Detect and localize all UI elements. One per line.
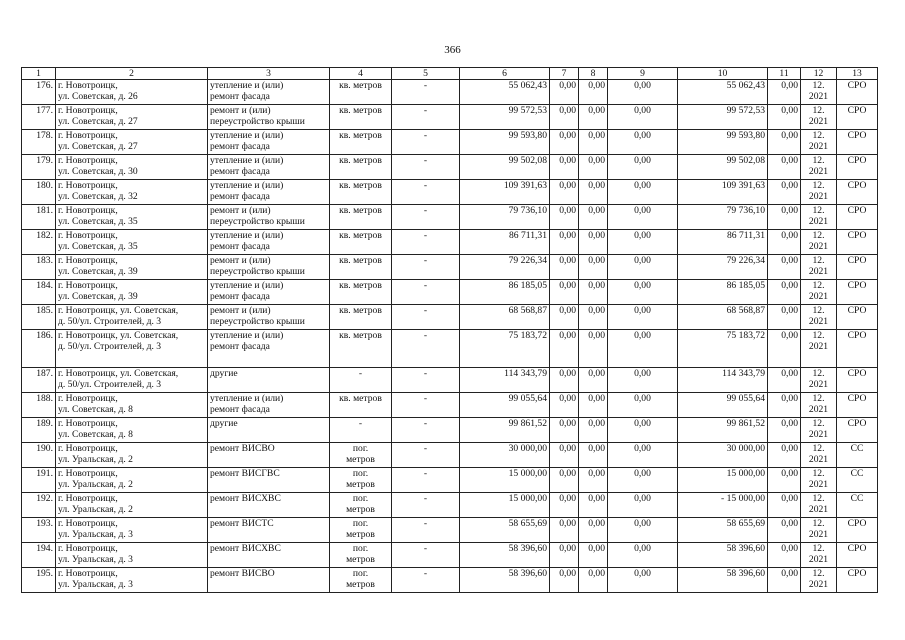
row-number: 193.	[22, 518, 56, 543]
date-cell: 12. 2021	[801, 418, 837, 443]
col7-cell: 0,00	[550, 518, 579, 543]
table-row	[22, 568, 878, 593]
row-number: 195.	[22, 568, 56, 593]
col8-cell: 0,00	[579, 468, 608, 493]
unit-cell: пог. метров	[330, 518, 392, 543]
unit-cell: кв. метров	[330, 205, 392, 230]
col11-cell: 0,00	[768, 368, 801, 393]
cost-cell: 75 183,72	[460, 330, 550, 368]
column-header-9: 9	[608, 68, 678, 80]
col8-cell: 0,00	[579, 155, 608, 180]
page-number: 366	[444, 44, 461, 56]
col9-cell: 0,00	[608, 568, 678, 593]
address-cell: г. Новотроицк, ул. Уральская, д. 2	[56, 468, 208, 493]
total-cost-cell: 15 000,00	[678, 468, 768, 493]
table-row	[22, 468, 878, 493]
contractor-cell: СРО	[837, 230, 878, 255]
address-cell: г. Новотроицк, ул. Советская, д. 39	[56, 280, 208, 305]
col11-cell: 0,00	[768, 280, 801, 305]
col8-cell: 0,00	[579, 180, 608, 205]
col9-cell: 0,00	[608, 368, 678, 393]
col9-cell: 0,00	[608, 330, 678, 368]
col11-cell: 0,00	[768, 255, 801, 280]
col5-cell: -	[392, 418, 460, 443]
col9-cell: 0,00	[608, 418, 678, 443]
cost-cell: 99 572,53	[460, 105, 550, 130]
table-row	[22, 330, 878, 368]
col11-cell: 0,00	[768, 468, 801, 493]
col9-cell: 0,00	[608, 493, 678, 518]
col8-cell: 0,00	[579, 568, 608, 593]
total-cost-cell: - 15 000,00	[678, 493, 768, 518]
row-number: 183.	[22, 255, 56, 280]
col11-cell: 0,00	[768, 418, 801, 443]
col5-cell: -	[392, 543, 460, 568]
table-row	[22, 393, 878, 418]
cost-cell: 99 055,64	[460, 393, 550, 418]
table-row	[22, 418, 878, 443]
col8-cell: 0,00	[579, 393, 608, 418]
date-cell: 12. 2021	[801, 518, 837, 543]
address-cell: г. Новотроицк, ул. Уральская, д. 2	[56, 443, 208, 468]
work-type-cell: утепление и (или) ремонт фасада	[208, 393, 330, 418]
col5-cell: -	[392, 255, 460, 280]
work-type-cell: утепление и (или) ремонт фасада	[208, 80, 330, 105]
total-cost-cell: 58 396,60	[678, 568, 768, 593]
column-header-8: 8	[579, 68, 608, 80]
total-cost-cell: 58 396,60	[678, 543, 768, 568]
cost-cell: 99 502,08	[460, 155, 550, 180]
col11-cell: 0,00	[768, 130, 801, 155]
row-number: 192.	[22, 493, 56, 518]
row-number: 182.	[22, 230, 56, 255]
col7-cell: 0,00	[550, 418, 579, 443]
col11-cell: 0,00	[768, 80, 801, 105]
col9-cell: 0,00	[608, 205, 678, 230]
address-cell: г. Новотроицк, ул. Уральская, д. 2	[56, 493, 208, 518]
work-type-cell: ремонт и (или) переустройство крыши	[208, 205, 330, 230]
col8-cell: 0,00	[579, 443, 608, 468]
total-cost-cell: 68 568,87	[678, 305, 768, 330]
col7-cell: 0,00	[550, 493, 579, 518]
table-row	[22, 205, 878, 230]
contractor-cell: СРО	[837, 205, 878, 230]
unit-cell: кв. метров	[330, 330, 392, 368]
col7-cell: 0,00	[550, 205, 579, 230]
date-cell: 12. 2021	[801, 230, 837, 255]
date-cell: 12. 2021	[801, 280, 837, 305]
work-type-cell: ремонт ВИСВО	[208, 568, 330, 593]
column-header-6: 6	[460, 68, 550, 80]
col9-cell: 0,00	[608, 443, 678, 468]
address-cell: г. Новотроицк, ул. Советская, д. 26	[56, 80, 208, 105]
contractor-cell: СРО	[837, 330, 878, 368]
contractor-cell: СС	[837, 493, 878, 518]
col7-cell: 0,00	[550, 468, 579, 493]
col9-cell: 0,00	[608, 305, 678, 330]
work-type-cell: ремонт ВИСХВС	[208, 493, 330, 518]
column-header-2: 2	[56, 68, 208, 80]
col9-cell: 0,00	[608, 518, 678, 543]
unit-cell: кв. метров	[330, 305, 392, 330]
row-number: 187.	[22, 368, 56, 393]
contractor-cell: СРО	[837, 130, 878, 155]
total-cost-cell: 99 055,64	[678, 393, 768, 418]
date-cell: 12. 2021	[801, 568, 837, 593]
col7-cell: 0,00	[550, 280, 579, 305]
table-row	[22, 543, 878, 568]
table-row	[22, 368, 878, 393]
contractor-cell: СРО	[837, 155, 878, 180]
date-cell: 12. 2021	[801, 368, 837, 393]
table-row	[22, 443, 878, 468]
date-cell: 12. 2021	[801, 443, 837, 468]
col7-cell: 0,00	[550, 80, 579, 105]
table-row	[22, 180, 878, 205]
col5-cell: -	[392, 305, 460, 330]
column-header-7: 7	[550, 68, 579, 80]
work-type-cell: утепление и (или) ремонт фасада	[208, 280, 330, 305]
column-header-1: 1	[22, 68, 56, 80]
cost-cell: 15 000,00	[460, 493, 550, 518]
col11-cell: 0,00	[768, 205, 801, 230]
col7-cell: 0,00	[550, 105, 579, 130]
cost-cell: 99 593,80	[460, 130, 550, 155]
col9-cell: 0,00	[608, 130, 678, 155]
col8-cell: 0,00	[579, 543, 608, 568]
col8-cell: 0,00	[579, 105, 608, 130]
table-row	[22, 155, 878, 180]
work-type-cell: утепление и (или) ремонт фасада	[208, 330, 330, 368]
cost-cell: 58 396,60	[460, 543, 550, 568]
capital-repair-table	[21, 67, 878, 593]
unit-cell: кв. метров	[330, 80, 392, 105]
cost-cell: 55 062,43	[460, 80, 550, 105]
address-cell: г. Новотроицк, ул. Советская, д. 39	[56, 255, 208, 280]
col7-cell: 0,00	[550, 543, 579, 568]
table-row	[22, 230, 878, 255]
unit-cell: -	[330, 368, 392, 393]
table-body	[22, 80, 878, 593]
table-row	[22, 255, 878, 280]
total-cost-cell: 99 861,52	[678, 418, 768, 443]
unit-cell: пог. метров	[330, 493, 392, 518]
column-header-3: 3	[208, 68, 330, 80]
col9-cell: 0,00	[608, 280, 678, 305]
total-cost-cell: 86 185,05	[678, 280, 768, 305]
date-cell: 12. 2021	[801, 155, 837, 180]
row-number: 184.	[22, 280, 56, 305]
work-type-cell: ремонт ВИСГВС	[208, 468, 330, 493]
contractor-cell: СРО	[837, 305, 878, 330]
col7-cell: 0,00	[550, 330, 579, 368]
col5-cell: -	[392, 155, 460, 180]
date-cell: 12. 2021	[801, 180, 837, 205]
col9-cell: 0,00	[608, 180, 678, 205]
cost-cell: 86 185,05	[460, 280, 550, 305]
address-cell: г. Новотроицк, ул. Советская, д. 35	[56, 230, 208, 255]
col11-cell: 0,00	[768, 443, 801, 468]
address-cell: г. Новотроицк, ул. Советская, д. 50/ул. Строителей, д. 3	[56, 305, 208, 330]
col9-cell: 0,00	[608, 393, 678, 418]
col5-cell: -	[392, 280, 460, 305]
unit-cell: кв. метров	[330, 280, 392, 305]
unit-cell: -	[330, 418, 392, 443]
col8-cell: 0,00	[579, 518, 608, 543]
date-cell: 12. 2021	[801, 205, 837, 230]
cost-cell: 58 655,69	[460, 518, 550, 543]
contractor-cell: СРО	[837, 368, 878, 393]
address-cell: г. Новотроицк, ул. Советская, д. 35	[56, 205, 208, 230]
table-row	[22, 105, 878, 130]
row-number: 181.	[22, 205, 56, 230]
column-header-5: 5	[392, 68, 460, 80]
unit-cell: пог. метров	[330, 568, 392, 593]
col7-cell: 0,00	[550, 180, 579, 205]
col11-cell: 0,00	[768, 493, 801, 518]
cost-cell: 86 711,31	[460, 230, 550, 255]
date-cell: 12. 2021	[801, 305, 837, 330]
row-number: 177.	[22, 105, 56, 130]
address-cell: г. Новотроицк, ул. Советская, д. 32	[56, 180, 208, 205]
address-cell: г. Новотроицк, ул. Уральская, д. 3	[56, 568, 208, 593]
table-row	[22, 280, 878, 305]
row-number: 190.	[22, 443, 56, 468]
cost-cell: 114 343,79	[460, 368, 550, 393]
cost-cell: 99 861,52	[460, 418, 550, 443]
col8-cell: 0,00	[579, 493, 608, 518]
date-cell: 12. 2021	[801, 80, 837, 105]
work-type-cell: утепление и (или) ремонт фасада	[208, 180, 330, 205]
work-type-cell: утепление и (или) ремонт фасада	[208, 155, 330, 180]
col5-cell: -	[392, 105, 460, 130]
row-number: 176.	[22, 80, 56, 105]
unit-cell: пог. метров	[330, 468, 392, 493]
unit-cell: пог. метров	[330, 443, 392, 468]
work-type-cell: ремонт и (или) переустройство крыши	[208, 305, 330, 330]
cost-cell: 79 226,34	[460, 255, 550, 280]
contractor-cell: СРО	[837, 255, 878, 280]
col5-cell: -	[392, 80, 460, 105]
address-cell: г. Новотроицк, ул. Советская, д. 30	[56, 155, 208, 180]
date-cell: 12. 2021	[801, 468, 837, 493]
row-number: 191.	[22, 468, 56, 493]
work-type-cell: утепление и (или) ремонт фасада	[208, 230, 330, 255]
col8-cell: 0,00	[579, 305, 608, 330]
col7-cell: 0,00	[550, 443, 579, 468]
row-number: 178.	[22, 130, 56, 155]
column-header-10: 10	[678, 68, 768, 80]
total-cost-cell: 99 593,80	[678, 130, 768, 155]
work-type-cell: ремонт ВИСВО	[208, 443, 330, 468]
address-cell: г. Новотроицк, ул. Советская, д. 27	[56, 130, 208, 155]
column-header-13: 13	[837, 68, 878, 80]
work-type-cell: другие	[208, 418, 330, 443]
col5-cell: -	[392, 518, 460, 543]
total-cost-cell: 55 062,43	[678, 80, 768, 105]
date-cell: 12. 2021	[801, 130, 837, 155]
date-cell: 12. 2021	[801, 330, 837, 368]
address-cell: г. Новотроицк, ул. Советская, д. 27	[56, 105, 208, 130]
cost-cell: 68 568,87	[460, 305, 550, 330]
total-cost-cell: 58 655,69	[678, 518, 768, 543]
total-cost-cell: 109 391,63	[678, 180, 768, 205]
unit-cell: кв. метров	[330, 180, 392, 205]
col8-cell: 0,00	[579, 255, 608, 280]
cost-cell: 15 000,00	[460, 468, 550, 493]
col8-cell: 0,00	[579, 280, 608, 305]
col8-cell: 0,00	[579, 80, 608, 105]
total-cost-cell: 79 226,34	[678, 255, 768, 280]
table-row	[22, 518, 878, 543]
col8-cell: 0,00	[579, 230, 608, 255]
total-cost-cell: 75 183,72	[678, 330, 768, 368]
unit-cell: пог. метров	[330, 543, 392, 568]
col11-cell: 0,00	[768, 180, 801, 205]
col9-cell: 0,00	[608, 230, 678, 255]
address-cell: г. Новотроицк, ул. Советская, д. 8	[56, 393, 208, 418]
row-number: 179.	[22, 155, 56, 180]
total-cost-cell: 79 736,10	[678, 205, 768, 230]
cost-cell: 58 396,60	[460, 568, 550, 593]
work-type-cell: ремонт и (или) переустройство крыши	[208, 255, 330, 280]
work-type-cell: ремонт ВИСТС	[208, 518, 330, 543]
cost-cell: 79 736,10	[460, 205, 550, 230]
contractor-cell: СС	[837, 443, 878, 468]
table-row	[22, 493, 878, 518]
col11-cell: 0,00	[768, 393, 801, 418]
col8-cell: 0,00	[579, 418, 608, 443]
work-type-cell: ремонт ВИСХВС	[208, 543, 330, 568]
contractor-cell: СРО	[837, 418, 878, 443]
col8-cell: 0,00	[579, 130, 608, 155]
work-type-cell: другие	[208, 368, 330, 393]
row-number: 180.	[22, 180, 56, 205]
date-cell: 12. 2021	[801, 105, 837, 130]
col5-cell: -	[392, 393, 460, 418]
col11-cell: 0,00	[768, 230, 801, 255]
date-cell: 12. 2021	[801, 543, 837, 568]
col7-cell: 0,00	[550, 305, 579, 330]
total-cost-cell: 86 711,31	[678, 230, 768, 255]
contractor-cell: СРО	[837, 80, 878, 105]
col5-cell: -	[392, 368, 460, 393]
col5-cell: -	[392, 468, 460, 493]
work-type-cell: утепление и (или) ремонт фасада	[208, 130, 330, 155]
row-number: 194.	[22, 543, 56, 568]
date-cell: 12. 2021	[801, 255, 837, 280]
col11-cell: 0,00	[768, 105, 801, 130]
col9-cell: 0,00	[608, 255, 678, 280]
col7-cell: 0,00	[550, 393, 579, 418]
address-cell: г. Новотроицк, ул. Уральская, д. 3	[56, 543, 208, 568]
row-number: 185.	[22, 305, 56, 330]
col7-cell: 0,00	[550, 368, 579, 393]
col5-cell: -	[392, 130, 460, 155]
col5-cell: -	[392, 205, 460, 230]
contractor-cell: СРО	[837, 280, 878, 305]
row-number: 186.	[22, 330, 56, 368]
table-row	[22, 305, 878, 330]
date-cell: 12. 2021	[801, 393, 837, 418]
row-number: 189.	[22, 418, 56, 443]
contractor-cell: СС	[837, 468, 878, 493]
total-cost-cell: 99 502,08	[678, 155, 768, 180]
col5-cell: -	[392, 330, 460, 368]
unit-cell: кв. метров	[330, 130, 392, 155]
col5-cell: -	[392, 568, 460, 593]
contractor-cell: СРО	[837, 393, 878, 418]
contractor-cell: СРО	[837, 105, 878, 130]
col7-cell: 0,00	[550, 155, 579, 180]
column-number-row	[22, 68, 878, 80]
col9-cell: 0,00	[608, 155, 678, 180]
total-cost-cell: 114 343,79	[678, 368, 768, 393]
contractor-cell: СРО	[837, 543, 878, 568]
cost-cell: 109 391,63	[460, 180, 550, 205]
contractor-cell: СРО	[837, 518, 878, 543]
column-header-11: 11	[768, 68, 801, 80]
date-cell: 12. 2021	[801, 493, 837, 518]
unit-cell: кв. метров	[330, 393, 392, 418]
unit-cell: кв. метров	[330, 105, 392, 130]
table-row	[22, 80, 878, 105]
total-cost-cell: 99 572,53	[678, 105, 768, 130]
col7-cell: 0,00	[550, 568, 579, 593]
work-type-cell: ремонт и (или) переустройство крыши	[208, 105, 330, 130]
contractor-cell: СРО	[837, 180, 878, 205]
row-number: 188.	[22, 393, 56, 418]
col8-cell: 0,00	[579, 368, 608, 393]
col5-cell: -	[392, 443, 460, 468]
address-cell: г. Новотроицк, ул. Советская, д. 50/ул. Строителей, д. 3	[56, 368, 208, 393]
col7-cell: 0,00	[550, 230, 579, 255]
cost-cell: 30 000,00	[460, 443, 550, 468]
total-cost-cell: 30 000,00	[678, 443, 768, 468]
col7-cell: 0,00	[550, 130, 579, 155]
col9-cell: 0,00	[608, 468, 678, 493]
col5-cell: -	[392, 180, 460, 205]
col9-cell: 0,00	[608, 105, 678, 130]
table-row	[22, 130, 878, 155]
column-header-12: 12	[801, 68, 837, 80]
col9-cell: 0,00	[608, 80, 678, 105]
col9-cell: 0,00	[608, 543, 678, 568]
col8-cell: 0,00	[579, 205, 608, 230]
unit-cell: кв. метров	[330, 255, 392, 280]
address-cell: г. Новотроицк, ул. Советская, д. 8	[56, 418, 208, 443]
col11-cell: 0,00	[768, 330, 801, 368]
col11-cell: 0,00	[768, 305, 801, 330]
col11-cell: 0,00	[768, 155, 801, 180]
col5-cell: -	[392, 493, 460, 518]
unit-cell: кв. метров	[330, 230, 392, 255]
unit-cell: кв. метров	[330, 155, 392, 180]
col7-cell: 0,00	[550, 255, 579, 280]
address-cell: г. Новотроицк, ул. Советская, д. 50/ул. Строителей, д. 3	[56, 330, 208, 368]
address-cell: г. Новотроицк, ул. Уральская, д. 3	[56, 518, 208, 543]
col5-cell: -	[392, 230, 460, 255]
contractor-cell: СРО	[837, 568, 878, 593]
col11-cell: 0,00	[768, 568, 801, 593]
column-header-4: 4	[330, 68, 392, 80]
col8-cell: 0,00	[579, 330, 608, 368]
col11-cell: 0,00	[768, 543, 801, 568]
col11-cell: 0,00	[768, 518, 801, 543]
